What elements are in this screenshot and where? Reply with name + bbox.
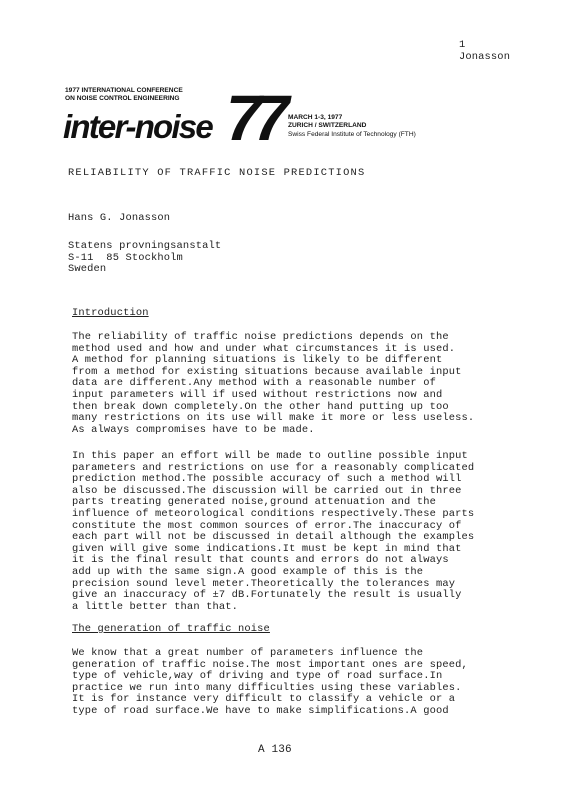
text-line: It is for instance very difficult to classify a vehicle or a <box>72 693 456 706</box>
text-line: influence of meteorological conditions respectively.These parts <box>72 507 475 520</box>
text-line: constitute the most common sources of error.The inaccuracy of <box>72 519 462 532</box>
text-line: precision sound level meter.Theoretically the tolerances may <box>72 577 456 590</box>
text-line: generation of traffic noise.The most important ones are speed, <box>72 658 468 671</box>
affiliation-line: Sweden <box>68 263 107 276</box>
affiliation <box>68 241 221 276</box>
intro-paragraph-1 <box>72 332 474 436</box>
text-line: method used and how and under what circumstances it is used. <box>72 342 456 355</box>
text-line: parameters and restrictions on use for a reasonably complicated <box>72 461 475 474</box>
intro-paragraph-2 <box>72 451 474 613</box>
affiliation-line: Statens provningsanstalt <box>68 240 222 252</box>
text-line: many restrictions on its use will make it more or less useless. <box>72 412 475 425</box>
generation-heading: The generation of traffic noise <box>72 623 270 635</box>
text-line: prediction method.The possible accuracy of such a method will <box>72 473 462 486</box>
text-line: As always compromises have to be made. <box>72 423 315 436</box>
text-line: it is the final result that counts and errors do not always <box>72 554 449 567</box>
text-line: from a method for existing situations because available input <box>72 365 462 378</box>
conference-location: ZURICH / SWITZERLAND <box>288 122 367 130</box>
generation-paragraph-1 <box>72 648 468 718</box>
conference-line-1: 1977 INTERNATIONAL CONFERENCE <box>65 87 183 94</box>
conference-name <box>65 87 183 104</box>
text-line: We know that a great number of parameters influence the <box>72 647 424 659</box>
text-line: a little better than that. <box>72 600 239 613</box>
text-line: add up with the same sign.A good example of this is the <box>72 565 424 578</box>
text-line: given will give some indications.It must be kept in mind that <box>72 542 462 555</box>
logo-year: 77 <box>226 82 282 154</box>
text-line: In this paper an effort will be made to outline possible input <box>72 450 468 462</box>
text-line: parts treating generated noise,ground attenuation and the <box>72 496 436 509</box>
paper-title: RELIABILITY OF TRAFFIC NOISE PREDICTIONS <box>68 167 366 179</box>
page-footer-label: A 136 <box>258 744 292 756</box>
text-line: input parameters will if used without restrictions now and <box>72 388 443 401</box>
page-number: 1 <box>459 39 466 51</box>
text-line: type of road surface.We have to make simplifications.A good <box>72 704 449 717</box>
conference-line-2: ON NOISE CONTROL ENGINEERING <box>65 95 180 103</box>
conference-date: MARCH 1-3, 1977 <box>288 114 343 121</box>
text-line: give an inaccuracy of ±7 dB.Fortunately the result is usually <box>72 589 462 602</box>
affiliation-line: S-11 85 Stockholm <box>68 251 183 264</box>
text-line: each part will not be discussed in detail although the examples <box>72 531 475 544</box>
inter-noise-logo: inter-noise <box>63 108 212 145</box>
intro-heading: Introduction <box>72 307 149 319</box>
text-line: The reliability of traffic noise predictions depends on the <box>72 331 449 343</box>
text-line: then break down completely.On the other hand putting up too <box>72 400 449 413</box>
text-line: also be discussed.The discussion will be carried out in three <box>72 484 462 497</box>
text-line: data are different.Any method with a reasonable number of <box>72 377 436 390</box>
text-line: type of vehicle,way of driving and type of road surface.In <box>72 670 443 683</box>
conference-institute: Swiss Federal Institute of Technology (FTH) <box>288 130 416 138</box>
conference-details <box>288 114 416 139</box>
author-running-head: Jonasson <box>459 51 511 63</box>
text-line: practice we run into many difficulties using these variables. <box>72 681 462 694</box>
paper-author: Hans G. Jonasson <box>68 212 171 224</box>
text-line: A method for planning situations is likely to be different <box>72 354 443 367</box>
